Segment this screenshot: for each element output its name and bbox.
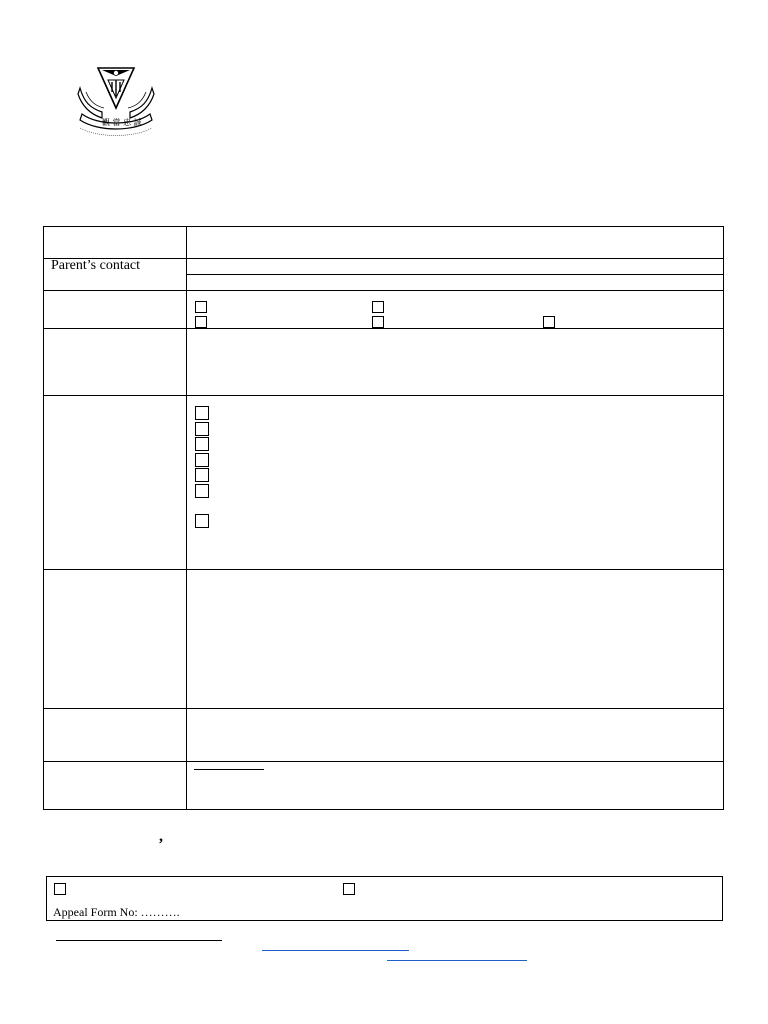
office-use-box: [46, 876, 723, 921]
row-divider: [44, 395, 723, 396]
parents-contact-label: Parent’s contact: [51, 258, 141, 273]
form-table: [43, 226, 724, 810]
checkbox[interactable]: [372, 301, 384, 313]
checkbox[interactable]: [195, 301, 207, 313]
checkbox[interactable]: [195, 422, 209, 436]
footnote-separator: [56, 940, 222, 941]
row-divider: [44, 569, 723, 570]
school-crest-logo: [76, 66, 156, 138]
email-link[interactable]: [262, 950, 409, 951]
checkbox[interactable]: [372, 316, 384, 328]
checkbox[interactable]: [195, 316, 207, 328]
row-divider: [44, 761, 723, 762]
row-divider: [44, 708, 723, 709]
checkbox[interactable]: [343, 883, 355, 895]
row-subdivider: [186, 274, 723, 275]
row-divider: [44, 258, 723, 259]
column-divider: [186, 227, 187, 809]
checkbox[interactable]: [543, 316, 555, 328]
comma-mark: ,: [159, 828, 163, 845]
checkbox[interactable]: [195, 406, 209, 420]
checkbox[interactable]: [54, 883, 66, 895]
checkbox[interactable]: [195, 484, 209, 498]
row-divider: [44, 290, 723, 291]
checkbox[interactable]: [195, 514, 209, 528]
checkbox[interactable]: [195, 437, 209, 451]
signature-line: [194, 769, 264, 770]
row-divider: [44, 328, 723, 329]
web-link[interactable]: [387, 960, 527, 961]
checkbox[interactable]: [195, 453, 209, 467]
appeal-form-number: Appeal Form No: ……….: [53, 905, 180, 919]
checkbox[interactable]: [195, 468, 209, 482]
svg-text:觀 當 忠 誠: 觀 當 忠 誠: [102, 118, 142, 127]
